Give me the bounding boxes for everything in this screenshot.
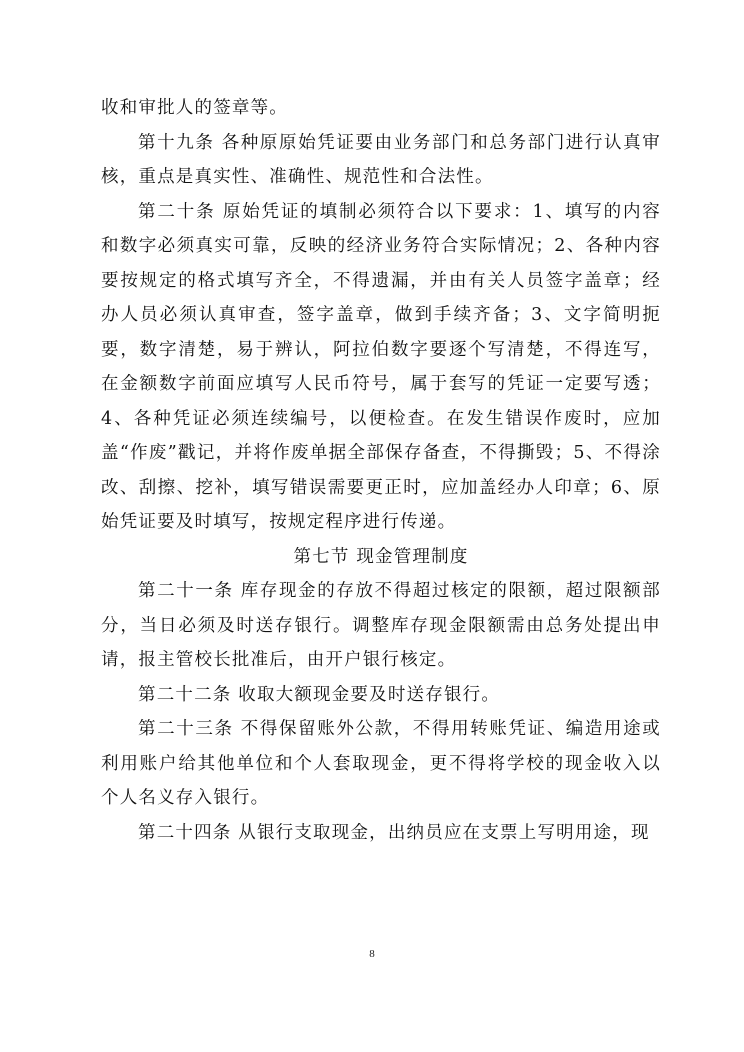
paragraph-article-21: 第二十一条 库存现金的存放不得超过核定的限额，超过限额部分，当日必须及时送存银行。调整库存现金限额需由总务处提出申请，报主管校长批准后，由开户银行核定。 [101, 581, 661, 670]
paragraph-article-22: 第二十二条 收取大额现金要及时送存银行。 [138, 684, 501, 705]
paragraph-continuation: 收和审批人的签章等。 [101, 98, 288, 118]
paragraph-article-24: 第二十四条 从银行支取现金，出纳员应在支票上写明用途，现 [138, 822, 650, 843]
paragraph-article-20: 第二十条 原始凭证的填制必须符合以下要求：1、填写的内容和数字必须真实可靠，反映的经济业务符合实际情况；2、各种内容要按规定的格式填写齐全，不得遗漏，并由有关人员签字盖章；经办人员必须认真审查，签字盖章，做到手续齐备；3、文字简明扼要，数字清楚，易于辨认，阿拉伯数字要逐个写清楚，不得连写，在金额数字前面应填写人民币符号，属于套写的凭证一定要写透；4、各种凭证必须连续编号，以便检查。在发生错误作废时，应加盖“作废”戳记，并将作废单据全部保存备查，不得撕毁；5、不得涂改、刮擦、挖补，填写错误需要更正时，应加盖经办人印章；6、原始凭证要及时填写，按规定程序进行传递。 [101, 201, 661, 532]
section-heading: 第七节 现金管理制度 [293, 546, 469, 567]
paragraph-article-23: 第二十三条 不得保留账外公款，不得用转账凭证、编造用途或利用账户给其他单位和个人套取现金，更不得将学校的现金收入以个人名义存入银行。 [101, 719, 661, 808]
document-page [101, 91, 661, 850]
page-number: 8 [369, 948, 375, 960]
paragraph-article-19: 第十九条 各种原原始凭证要由业务部门和总务部门进行认真审核，重点是真实性、准确性、规范性和合法性。 [101, 132, 661, 187]
